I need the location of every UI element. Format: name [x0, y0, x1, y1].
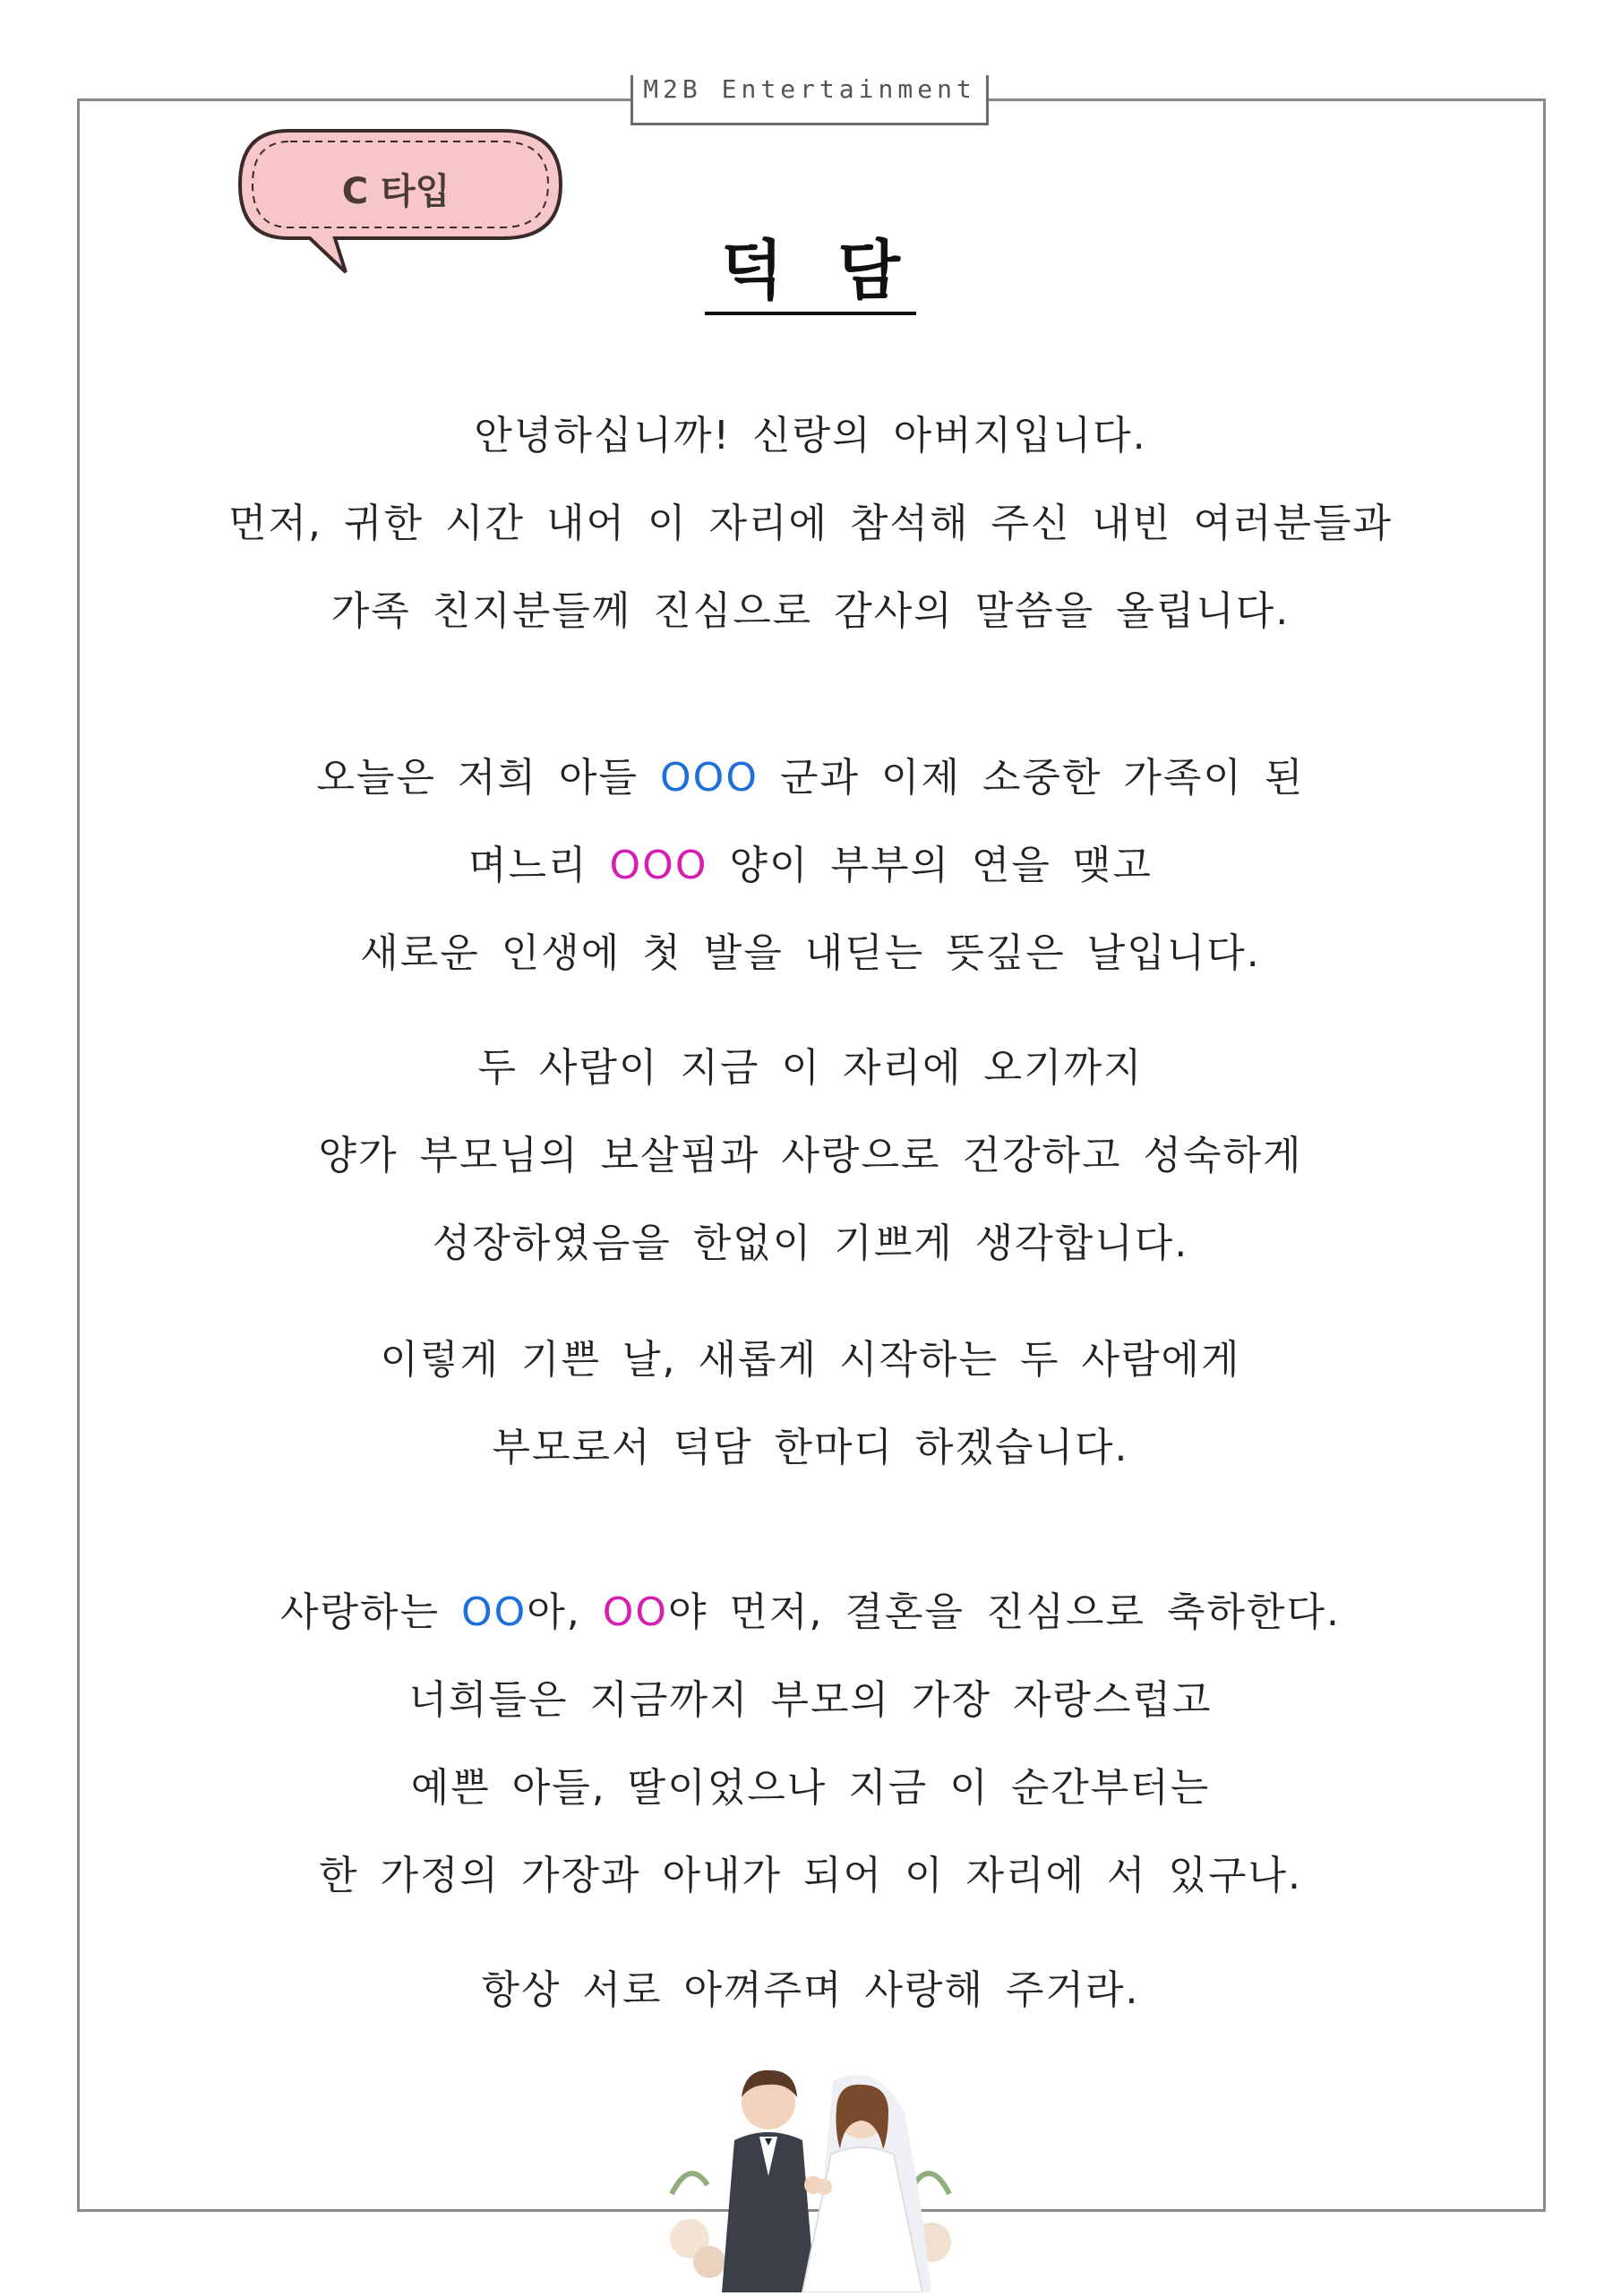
text-line: 한 가정의 가장과 아내가 되어 이 자리에 서 있구나. — [319, 1853, 1302, 1898]
text-line: 예쁜 아들, 딸이었으나 지금 이 순간부터는 — [410, 1765, 1211, 1811]
page-title: 덕 담 — [0, 218, 1621, 312]
text-line: 성장하였음을 한없이 기쁘게 생각합니다. — [432, 1221, 1189, 1266]
text-line: 오늘은 저희 아들 OOO 군과 이제 소중한 가족이 된 — [316, 755, 1305, 801]
brand-text: M2B Entertainment — [643, 74, 976, 104]
closing-line: 항상 서로 아껴주며 사랑해 주거라. — [481, 1967, 1140, 2013]
bride-name-placeholder: OOO — [609, 843, 708, 888]
text-line: 며느리 OOO 양이 부부의 연을 맺고 — [468, 843, 1153, 888]
text-line: 새로운 인생에 첫 발을 내딛는 뜻깊은 날입니다. — [360, 930, 1261, 976]
text-line: 부모로서 덕담 한마디 하겠습니다. — [492, 1425, 1129, 1470]
text-line: 이렇게 기쁜 날, 새롭게 시작하는 두 사람에게 — [380, 1337, 1241, 1383]
brand-header — [630, 75, 989, 125]
badge-label: C 타입 — [341, 171, 450, 212]
text-line: 사랑하는 OO아, OO야 먼저, 결혼을 진심으로 축하한다. — [279, 1589, 1341, 1635]
text-line: 가족 친지분들께 진심으로 감사의 말씀을 올립니다. — [330, 588, 1291, 634]
text-line: 양가 부모님의 보살핌과 사랑으로 건강하고 성숙하게 — [318, 1133, 1303, 1178]
text-line: 먼저, 귀한 시간 내어 이 자리에 참석해 주신 내빈 여러분들과 — [228, 501, 1393, 546]
groom-name-placeholder: OO — [461, 1589, 527, 1635]
groom-name-placeholder: OOO — [660, 755, 759, 801]
text-line: 안녕하십니까! 신랑의 아버지입니다. — [474, 413, 1147, 458]
text-line: 두 사람이 지금 이 자리에 오기까지 — [477, 1045, 1144, 1091]
text-line: 너희들은 지금까지 부모의 가장 자랑스럽고 — [408, 1677, 1213, 1723]
wedding-couple-icon — [663, 2051, 958, 2292]
bride-name-placeholder: OO — [602, 1589, 669, 1635]
